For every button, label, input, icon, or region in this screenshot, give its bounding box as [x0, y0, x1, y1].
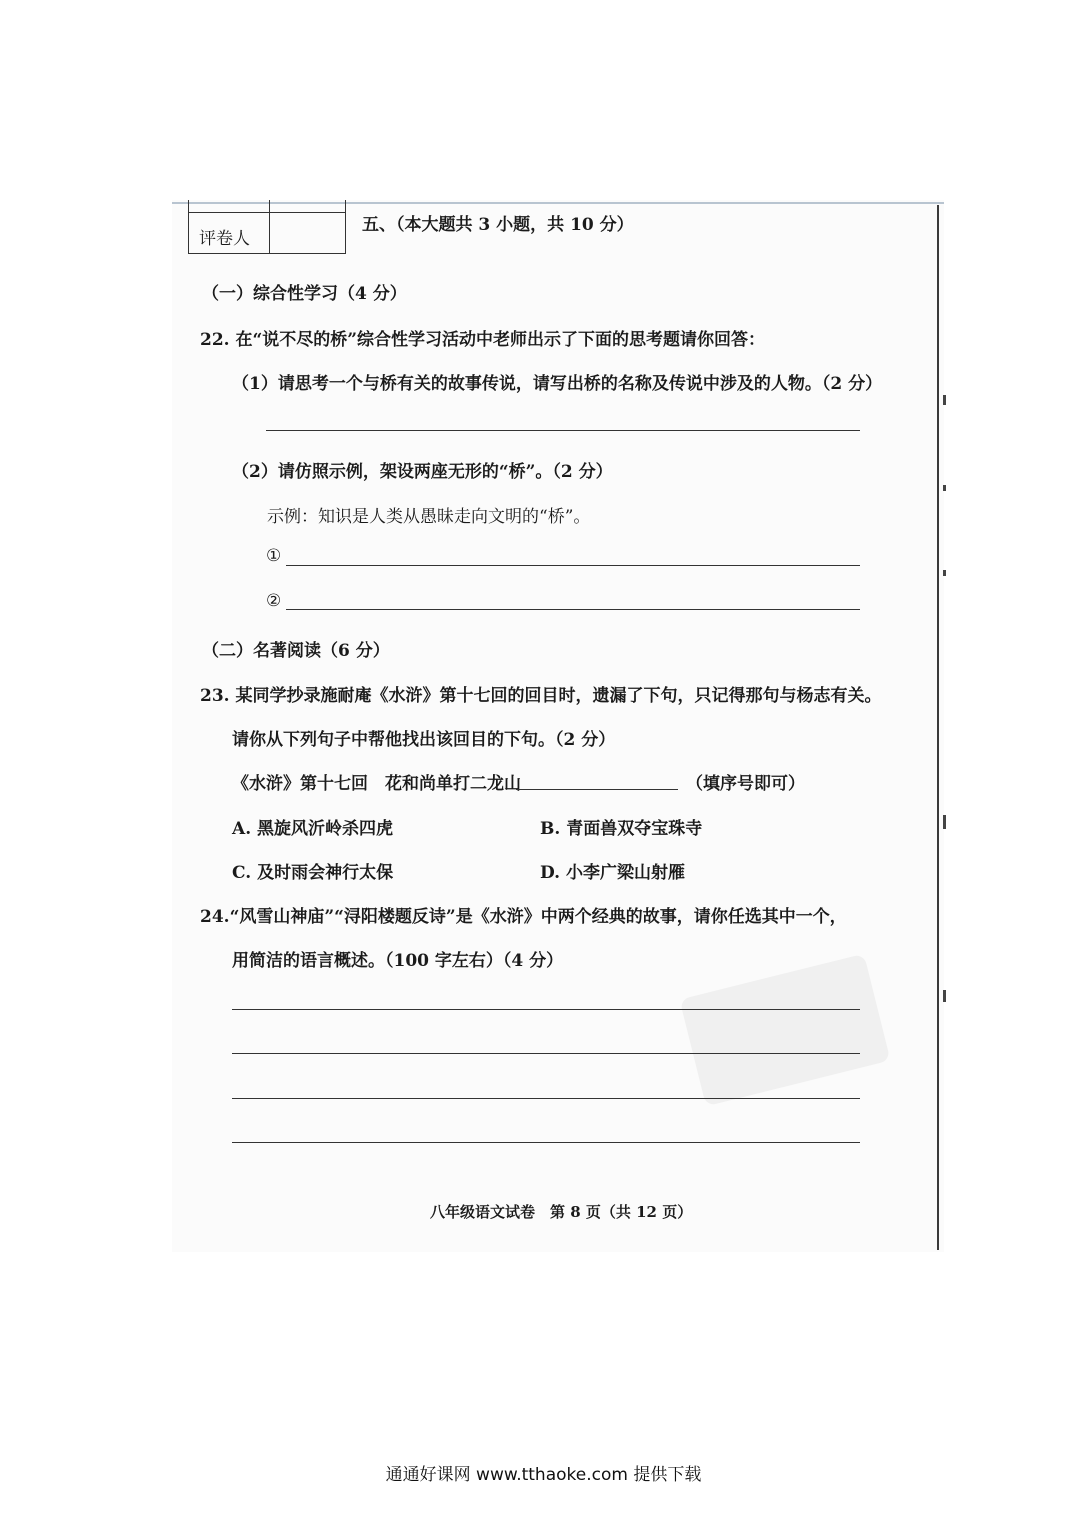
score-box	[188, 200, 346, 254]
binding-mark	[943, 485, 946, 491]
q23-stem-line2: 请你从下列句子中帮他找出该回目的下句。（2 分）	[232, 730, 616, 750]
answer-blank[interactable]	[516, 789, 678, 790]
option-a: A. 黑旋风沂岭杀四虎	[232, 819, 394, 839]
page-footer: 八年级语文试卷 第 8 页（共 12 页）	[430, 1203, 693, 1221]
answer-line[interactable]	[286, 565, 860, 566]
part2-heading: （二）名著阅读（6 分）	[202, 641, 390, 661]
q23-blank-suffix: （填序号即可）	[686, 774, 805, 794]
binding-mark	[943, 570, 946, 576]
option-c: C. 及时雨会神行太保	[232, 863, 394, 883]
q22-sub1: （1）请思考一个与桥有关的故事传说，请写出桥的名称及传说中涉及的人物。（2 分）	[232, 374, 883, 394]
q24-stem-line1: 24.“风雪山神庙”“浔阳楼题反诗”是《水浒》中两个经典的故事，请你任选其中一个，	[200, 907, 847, 927]
q22-sub2: （2）请仿照示例，架设两座无形的“桥”。（2 分）	[232, 462, 613, 482]
answer-line[interactable]	[232, 1142, 860, 1143]
answer-mark-1: ①	[266, 546, 282, 566]
answer-mark-2: ②	[266, 591, 282, 611]
answer-line[interactable]	[266, 430, 860, 431]
q23-blank-prefix: 《水浒》第十七回 花和尚单打二龙山	[232, 774, 521, 794]
grader-label: 评卷人	[199, 229, 250, 249]
q24-stem-line2: 用简洁的语言概述。（100 字左右）（4 分）	[232, 951, 564, 971]
answer-line[interactable]	[286, 609, 860, 610]
binding-mark	[943, 395, 946, 405]
section-heading: 五、（本大题共 3 小题，共 10 分）	[362, 215, 634, 235]
answer-line[interactable]	[232, 1098, 860, 1099]
q22-example: 示例：知识是人类从愚昧走向文明的“桥”。	[267, 507, 591, 527]
part1-heading: （一）综合性学习（4 分）	[202, 284, 407, 304]
option-b: B. 青面兽双夺宝珠寺	[540, 819, 703, 839]
binding-mark	[943, 815, 946, 829]
q22-stem: 22. 在“说不尽的桥”综合性学习活动中老师出示了下面的思考题请你回答：	[200, 330, 766, 350]
answer-line[interactable]	[232, 1053, 860, 1054]
binding-mark	[943, 990, 946, 1002]
q23-stem-line1: 23. 某同学抄录施耐庵《水浒》第十七回的回目时，遗漏了下句，只记得那句与杨志有关。	[200, 686, 882, 706]
page-right-edge	[937, 205, 939, 1250]
answer-line[interactable]	[232, 1009, 860, 1010]
download-credit: 通通好课网 www.tthaoke.com 提供下载	[385, 1465, 702, 1485]
option-d: D. 小李广梁山射雁	[540, 863, 685, 883]
